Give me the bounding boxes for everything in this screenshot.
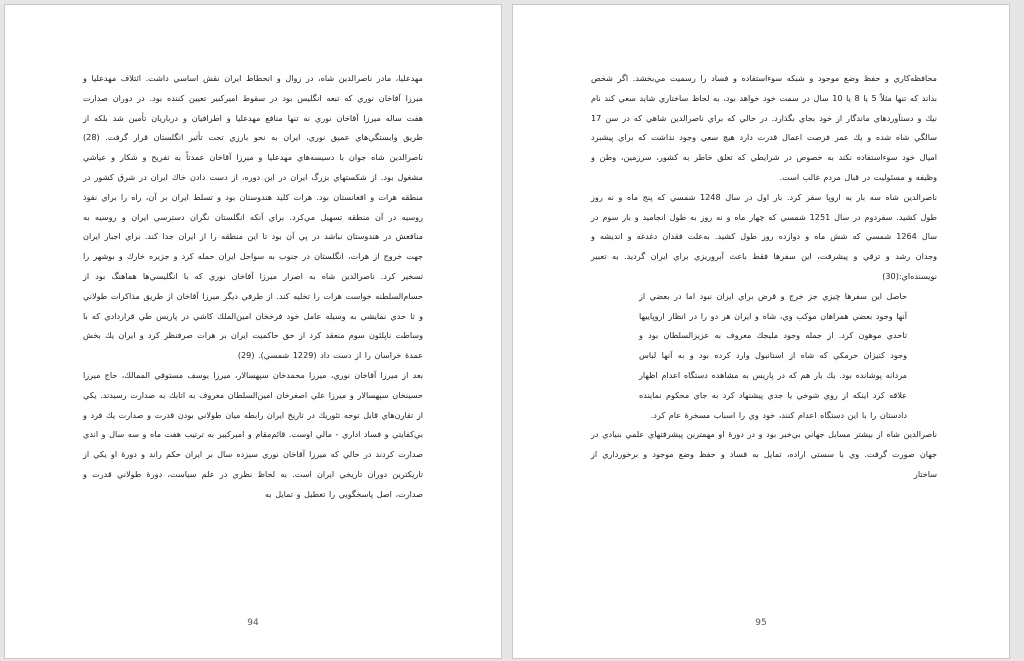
paragraph: ناصرالدين شاه از بيشتر مسايل جهاني بي‌خبر بود و در دورهٔ او مهمترين پيشرفتهاي علمي بنيادي در جهان صورت گرفت. وي با سستي اراده، تمايل به فساد و حفظ وضع موجود و برخورداري از ساختار — [591, 429, 937, 479]
page-number: 94 — [247, 618, 259, 628]
page-body — [83, 69, 423, 505]
block-quote: حاصل اين سفرها چيزي جز خرج و قرض براي ايران نبود اما در بعضي از آنها وجود بعضي همراهان موكب وي، شاه و ايران هر دو را در انظار اروپاييها تاحدي موهون كرد. از جمله وجود مليجك معروف به عزيزالسلطان بود و وجود كنيزان حرمكي كه شاه از استانبول وارد كرده بود و به آنها لباس مردانه پوشانده بود. يك بار هم كه در پاريس به مشاهده دستگاه اعدام اظهار علاقه كرد اينكه از روي شوخي يا جدي پيشنهاد كرد به جاي محكوم نماينده دادستان را با اين دستگاه اعدام كنند، خود وي را اسباب مسخرهٔ عام كرد. — [639, 290, 907, 420]
page-number: 95 — [755, 618, 767, 628]
paragraph: محافظه‌كاري و حفظ وضع موجود و شبكه سوءاستفاده و فساد را رسميت مي‌بخشد. اگر شخص بداند كه تنها مثلاً 5 يا 8 يا 10 سال در سمت خود خواهد بود، به لحاظ ساختاري شايد سعي كند نام نيك و دستآوردهاي ماندگار از خود بجاي بگذارد. در حالي كه براي ناصرالدين شاهي كه در سن 17 سالگي شاه شده و يك عمر فرصت اعمال قدرت دارد هيچ سعي وجود نداشت كه براي پيشبرد اميال خود سوءاستفاده نكند به خصوص در شرايطي كه تعلق خاطر به كشور، سرزمين، وطن و وظيفه و مسئوليت در قبال مردم غالب است. — [591, 73, 937, 182]
left-page — [4, 4, 502, 659]
page-body — [591, 69, 937, 485]
right-page — [512, 4, 1010, 659]
paragraph: مهدعليا، مادر ناصرالدين شاه، در زوال و انحطاط ايران نقش اساسي داشت. ائتلاف مهدعليا و ميرزا آقاخان نوري كه تبعه انگليس بود در سقوط اميركبير تعيين كننده بود. در دوران صدارت هفت ساله ميرزا آقاخان نوري نه تنها منافع مهدعليا و اطرافيان و درباريان تأمين شد بلكه از طريق وابستگي‌هاي عميق نوري، ايران به نحو بارزي تحت تأثير انگلستان قرار گرفت. (28) ناصرالدين شاه جوان با دسيسه‌هاي مهدعليا و ميرزا آقاخان عمدتاً به تفريح و شكار و عياشي مشغول بود. از شكستهاي بزرگ ايران در اين دوره، از دست دادن خاك ايران در شرق كشور در منطقه هرات و افغانستان بود. هرات كليد هندوستان بود و تسلط ايران بر آن، راه را براي نفوذ روسيه در آن منطقه تسهيل مي‌كرد. براي آنكه انگلستان نگران دسترسي ايران و روسيه به منافعش در هندوستان نباشد در پي آن بود تا اين منطقه را از ايران جدا كند. براي اجبار ايران جهت خروج از هرات، انگلستان در جنوب به سواحل ايران حمله كرد و جزيره خارك و بوشهر را تسخير كرد. ناصرالدين شاه به اصرار ميرزا آقاخان نوري كه با انگليسي‌ها هماهنگ بود از حسام‌السلطنه خواست هرات را تخليه كند. از طرفي ديگر ميرزا آقاخان از طريق مذاكرات طولاني و تا حدي نمايشي به وسيله عامل خود فرخخان امين‌الملك كاشي در پاريس طي قراردادي كه با وساطت ناپلئون سوم منعقد كرد از حق حاكميت ايران بر هرات صرفنظر كرد و ايران يك بخش عمدهٔ خراسان را از دست داد (1229 شمسي). (29) — [83, 73, 423, 361]
paragraph: ناصرالدين شاه سه بار به اروپا سفر كرد. بار اول در سال 1248 شمسي كه پنج ماه و نه روز طول كشيد. سفردوم در سال 1251 شمسي كه چهار ماه و نه روز به طول انجاميد و بار سوم در سال 1264 شمسي كه شش ماه و دوازده روز طول كشيد. بەعلت فقدان دغدغه و انديشه و وجدان رشد و ترقي و پيشرفت، اين سفرها فقط باعث آبروريزي براي ايران گرديد. به تعبير نويسنده‌اي:(30) — [591, 191, 937, 281]
paragraph: بعد از ميرزا آقاخان نوري، ميرزا محمدخان سپهسالار، ميرزا يوسف مستوفي الممالك، حاج ميرزا حسينخان سپهسالار و ميرزا علي اصغرخان امين‌السلطان معروف به اتابك به صدارت رسيدند. يكي از تقارن‌هاي قابل توجه تئوريك در تاريخ ايران رابطه ميان طولاني بودن قدرت و صدارت يك فرد و بي‌كفايتي و فساد اداري - مالي اوست. قائم‌مقام و اميركبير به ترتيب هفت ماه و سه سال و اندي صدارت كردند در حالي كه ميرزا آقاخان نوري سيزده سال بر ايران حكم راند و دورهٔ او يكي از تاريكترين دوران تاريخي ايران است. به لحاظ نظري در علم سياست، دورهٔ طولاني قدرت و صدارت، اصل پاسخگويي را تعطيل و تمايل به — [83, 369, 423, 499]
